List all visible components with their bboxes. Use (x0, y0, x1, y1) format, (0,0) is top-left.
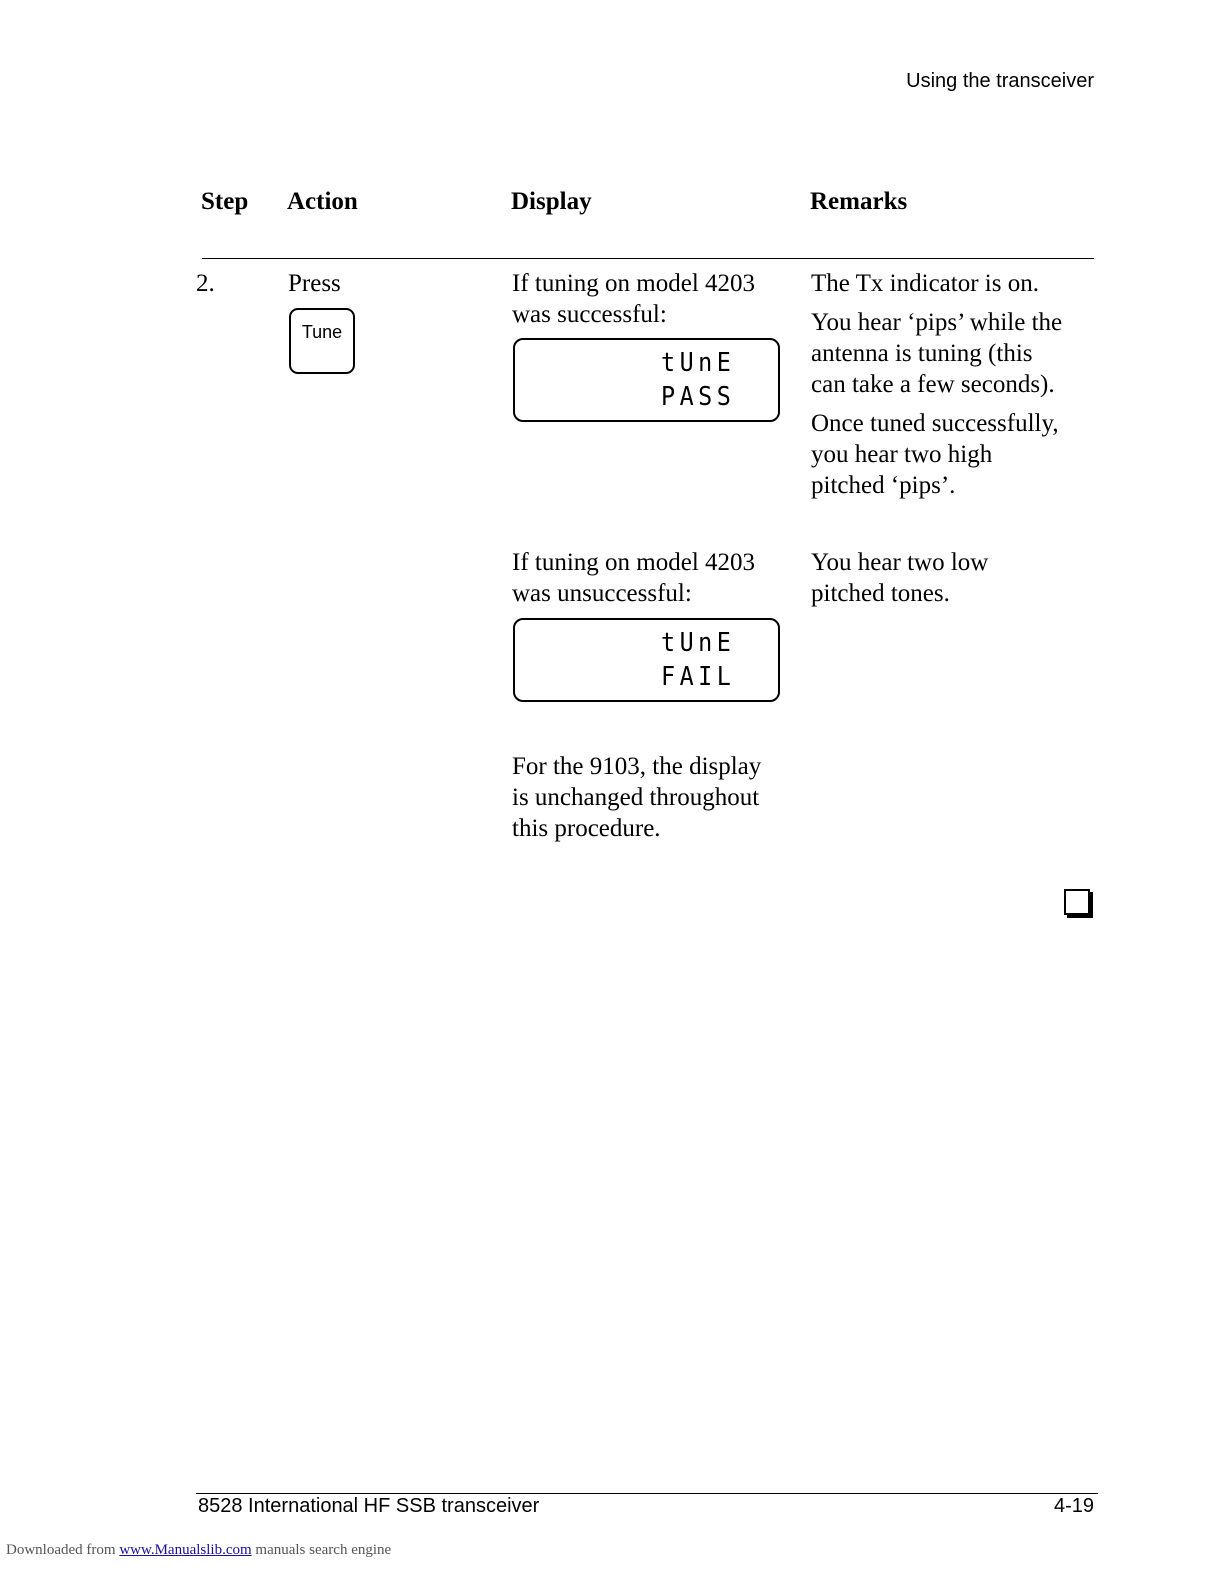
column-header-step: Step (201, 188, 249, 215)
action-text: Press (288, 270, 341, 297)
header-rule (202, 258, 1094, 259)
manualslib-link[interactable]: www.Manualslib.com (119, 1542, 252, 1558)
lcd-line-2: FAIL (661, 662, 736, 692)
fail-caption: If tuning on model 4203 was unsuccessful: (512, 549, 756, 607)
success-caption: If tuning on model 4203 was successful: (512, 270, 756, 328)
running-header: Using the transceiver (906, 70, 1094, 92)
end-of-section-icon (1064, 889, 1090, 915)
step-number: 2. (196, 270, 215, 297)
column-header-action: Action (287, 188, 358, 215)
download-suffix: manuals search engine (255, 1542, 392, 1558)
tune-key-label: Tune (301, 322, 343, 342)
lcd-display-pass (513, 338, 780, 422)
remark-tx-indicator: The Tx indicator is on. (811, 270, 1039, 297)
column-header-display: Display (511, 188, 592, 215)
lcd-line-1: tUnE (661, 348, 736, 378)
download-note (6, 1542, 391, 1559)
footer-rule (196, 1493, 1098, 1494)
display-note: For the 9103, the display is unchanged throughout this procedure. (512, 753, 762, 842)
page-number: 4-19 (1053, 1495, 1094, 1517)
download-prefix: Downloaded from (6, 1542, 116, 1558)
remark-low-tones: You hear two low pitched tones. (811, 549, 989, 607)
tune-key-icon (289, 308, 355, 374)
remark-tuned: Once tuned successfully, you hear two high pitched ‘pips’. (811, 410, 1059, 499)
lcd-line-1: tUnE (661, 628, 736, 658)
lcd-line-2: PASS (661, 382, 736, 412)
footer-title: 8528 International HF SSB transceiver (198, 1495, 540, 1517)
remark-pips: You hear ‘pips’ while the antenna is tuning (this can take a few seconds). (811, 309, 1063, 398)
column-header-remarks: Remarks (810, 188, 908, 215)
lcd-display-fail (513, 618, 780, 702)
